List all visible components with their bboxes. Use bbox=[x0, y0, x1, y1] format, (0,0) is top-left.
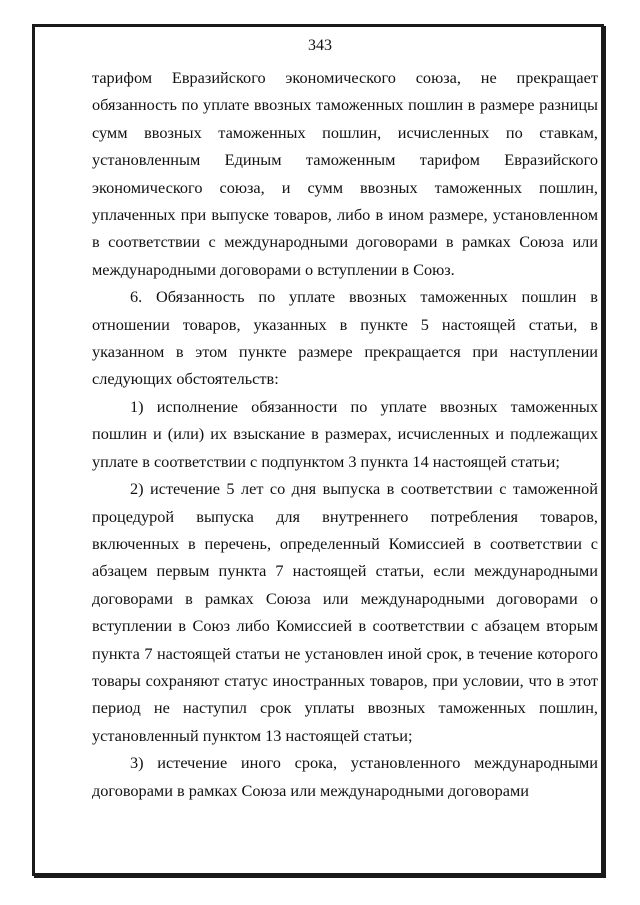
paragraph-subitem-3: 3) истечение иного срока, установленного международными договорами в рамках Союза или международными договорами bbox=[92, 753, 598, 800]
paragraph-subitem-2: 2) истечение 5 лет со дня выпуска в соответствии с таможенной процедурой выпуска для внутреннего потребления товаров, включенных в перечень, определенный Комиссией в соответствии с абзацем первым пункта 7 настоящей статьи, если международными договорами в рамках Союза или международными договорами о вступлении в Союз либо Комиссией в соответствии с абзацем вторым пункта 7 настоящей статьи не установлен иной срок, в течение которого товары сохраняют статус иностранных товаров, при условии, что в этот период не наступил срок уплаты ввозных таможенных пошлин, установленный пунктом 13 настоящей статьи; bbox=[92, 479, 598, 745]
paragraph-subitem-1: 1) исполнение обязанности по уплате ввозных таможенных пошлин и (или) их взыскание в размерах, исчисленных и подлежащих уплате в соответствии с подпунктом 3 пункта 14 настоящей статьи; bbox=[92, 396, 598, 471]
page-number: 343 bbox=[308, 37, 332, 54]
paragraph-continuation: тарифом Евразийского экономического союза, не прекращает обязанность по уплате ввозных таможенных пошлин в размере разницы сумм ввозных таможенных пошлин, исчисленных по ставкам, установленным Единым таможенным тарифом Евразийского экономического союза, и сумм ввозных таможенных пошлин, уплаченных при выпуске товаров, либо в ином размере, установленном в соответствии с международными договорами в рамках Союза или международными договорами о вступлении в Союз. bbox=[92, 68, 598, 279]
paragraph-item-6: 6. Обязанность по уплате ввозных таможенных пошлин в отношении товаров, указанных в пункте 5 настоящей статьи, в указанном в этом пункте размере прекращается при наступлении следующих обстоятельств: bbox=[92, 287, 598, 389]
document-body bbox=[92, 64, 598, 804]
